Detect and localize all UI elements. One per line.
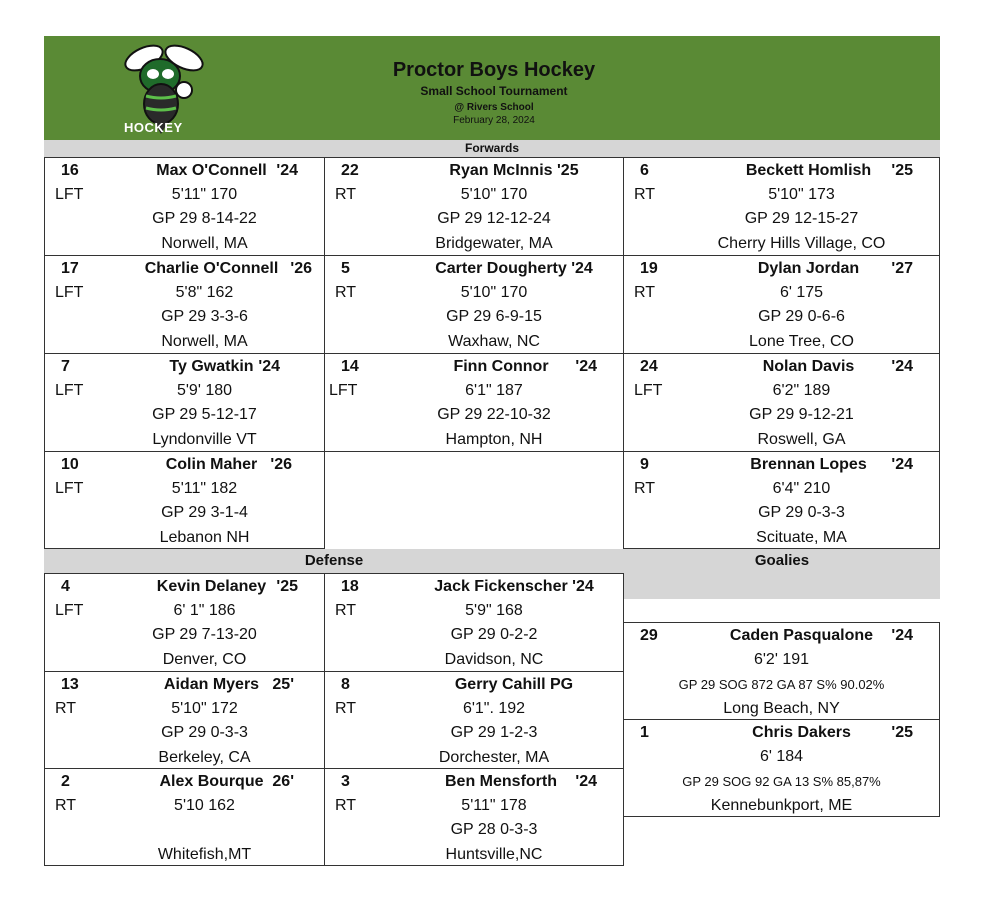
- defense-card: [44, 671, 325, 769]
- hometown: Scituate, MA: [756, 529, 847, 546]
- player-name: Gerry Cahill PG: [454, 676, 574, 693]
- shot-side: LFT: [55, 382, 84, 399]
- defense-card: [44, 573, 325, 672]
- hometown: Norwell, MA: [161, 235, 248, 252]
- height-weight: 5'11" 182: [171, 480, 238, 497]
- season-stats: GP 29 12-15-27: [744, 210, 859, 227]
- player-name: Charlie O'Connell: [144, 260, 279, 277]
- class-year: '25: [891, 162, 913, 179]
- goalie-card: [623, 719, 940, 817]
- season-stats: GP 29 12-12-24: [437, 210, 551, 227]
- height-weight: 5'10" 172: [171, 700, 238, 717]
- event-date: February 28, 2024: [453, 115, 535, 126]
- height-weight: 5'11" 178: [461, 797, 527, 814]
- height-weight: 5'10" 170: [460, 186, 528, 203]
- season-stats: GP 29 0-3-3: [161, 724, 248, 741]
- height-weight: 5'10" 173: [768, 186, 835, 203]
- class-year: '24: [891, 358, 913, 375]
- class-year: '27: [891, 260, 913, 277]
- shot-side: RT: [55, 700, 77, 717]
- height-weight: 5'8" 162: [175, 284, 234, 301]
- jersey-number: 18: [341, 578, 359, 595]
- player-name: Finn Connor: [453, 358, 549, 375]
- shot-side: LFT: [55, 284, 84, 301]
- forward-card: [623, 157, 940, 256]
- forward-card: [324, 157, 624, 256]
- season-stats: GP 29 7-13-20: [152, 626, 257, 643]
- tournament-name: Small School Tournament: [420, 84, 568, 98]
- title-block: [284, 58, 704, 126]
- defense-card: [324, 768, 624, 866]
- season-stats: GP 29 8-14-22: [152, 210, 257, 227]
- goalies-heading: Goalies: [624, 549, 940, 599]
- shot-side: RT: [335, 284, 357, 301]
- player-name: Dylan Jordan: [757, 260, 860, 277]
- jersey-number: 9: [640, 456, 649, 473]
- forward-card: [324, 255, 624, 354]
- player-name: Ryan McInnis '25: [449, 162, 579, 179]
- jersey-number: 8: [341, 676, 350, 693]
- height-weight: 6'1" 187: [465, 382, 523, 399]
- shot-side: RT: [335, 700, 357, 717]
- jersey-number: 22: [341, 162, 359, 179]
- class-year: '24: [258, 358, 280, 375]
- class-year: '24: [891, 627, 913, 644]
- season-stats: GP 29 22-10-32: [437, 406, 551, 423]
- season-stats: GP 29 3-3-6: [161, 308, 248, 325]
- shot-side: RT: [335, 797, 357, 814]
- hometown: Davidson, NC: [444, 651, 544, 668]
- hometown: Long Beach, NY: [723, 700, 840, 717]
- goalie-stats: GP 29 SOG 92 GA 13 S% 85,87%: [682, 774, 881, 789]
- goalie-card: [623, 622, 940, 720]
- shot-side: LFT: [55, 480, 84, 497]
- hometown: Norwell, MA: [161, 333, 248, 350]
- hometown: Bridgewater, MA: [435, 235, 553, 252]
- player-name: Ben Mensforth: [445, 773, 557, 790]
- jersey-number: 17: [61, 260, 79, 277]
- defense-card: [324, 671, 624, 769]
- height-weight: 6' 175: [779, 284, 824, 301]
- class-year: '24: [276, 162, 298, 179]
- shot-side: LFT: [55, 602, 84, 619]
- height-weight: 5'9' 180: [176, 382, 233, 399]
- player-name: Carter Dougherty '24: [435, 260, 593, 277]
- forward-card: [623, 255, 940, 354]
- season-stats: GP 29 3-1-4: [161, 504, 248, 521]
- player-name: Brennan Lopes: [750, 456, 867, 473]
- height-weight: 6'4" 210: [772, 480, 831, 497]
- player-name: Ty Gwatkin: [169, 358, 254, 375]
- forward-card: [44, 157, 325, 256]
- jersey-number: 19: [640, 260, 658, 277]
- class-year: '26: [290, 260, 312, 277]
- player-name: Caden Pasqualone: [729, 627, 874, 644]
- class-year: '24: [575, 358, 597, 375]
- jersey-number: 4: [61, 578, 70, 595]
- jersey-number: 6: [640, 162, 649, 179]
- season-stats: GP 29 0-6-6: [758, 308, 845, 325]
- season-stats: GP 29 5-12-17: [152, 406, 257, 423]
- shot-side: RT: [634, 186, 656, 203]
- shot-side: RT: [634, 284, 656, 301]
- hometown: Dorchester, MA: [438, 749, 550, 766]
- forward-card: [44, 353, 325, 452]
- height-weight: 5'11" 170: [171, 186, 238, 203]
- venue: @ Rivers School: [454, 102, 534, 113]
- forward-card: [324, 353, 624, 452]
- hometown: Cherry Hills Village, CO: [717, 235, 886, 252]
- forward-card: [623, 451, 940, 549]
- hometown: Berkeley, CA: [158, 749, 251, 766]
- logo-text: HOCKEY: [124, 120, 183, 135]
- player-name: Max O'Connell: [156, 162, 267, 179]
- season-stats: GP 29 9-12-21: [749, 406, 854, 423]
- class-year: '24: [891, 456, 913, 473]
- player-name: Aidan Myers: [163, 676, 260, 693]
- class-year: '25: [276, 578, 298, 595]
- shot-side: RT: [55, 797, 77, 814]
- height-weight: 5'10 162: [174, 797, 235, 814]
- page-title: Proctor Boys Hockey: [392, 59, 596, 81]
- shot-side: RT: [335, 602, 357, 619]
- height-weight: 6' 1" 186: [173, 602, 236, 619]
- shot-side: LFT: [329, 382, 358, 399]
- season-stats: GP 29 1-2-3: [450, 724, 538, 741]
- hometown: Lone Tree, CO: [749, 333, 854, 350]
- forward-card: [44, 255, 325, 354]
- height-weight: 6'2' 191: [753, 651, 810, 668]
- hometown: Roswell, GA: [757, 431, 846, 448]
- player-name: Chris Dakers: [752, 724, 851, 741]
- player-name: Nolan Davis: [762, 358, 855, 375]
- height-weight: 6' 184: [759, 748, 804, 765]
- jersey-number: 29: [640, 627, 658, 644]
- defense-card: [44, 768, 325, 866]
- jersey-number: 3: [341, 773, 350, 790]
- player-name: Beckett Homlish: [745, 162, 872, 179]
- header-banner: [44, 36, 940, 140]
- jersey-number: 10: [61, 456, 79, 473]
- season-stats: GP 29 6-9-15: [446, 308, 542, 325]
- jersey-number: 5: [341, 260, 350, 277]
- season-stats: GP 29 0-3-3: [758, 504, 845, 521]
- forward-card: [623, 353, 940, 452]
- forwards-heading: Forwards: [44, 140, 940, 157]
- season-stats: GP 29 0-2-2: [450, 626, 538, 643]
- player-name: Kevin Delaney: [156, 578, 267, 595]
- class-year: '26: [270, 456, 292, 473]
- player-name: Alex Bourque: [159, 773, 264, 790]
- height-weight: 5'10" 170: [460, 284, 528, 301]
- player-name: Jack Fickenscher '24: [434, 578, 594, 595]
- class-year: 26': [272, 773, 294, 790]
- shot-side: RT: [634, 480, 656, 497]
- hometown: Huntsville,NC: [445, 846, 543, 863]
- hometown: Whitefish,MT: [157, 846, 252, 863]
- shot-side: RT: [335, 186, 357, 203]
- height-weight: 6'1". 192: [462, 700, 526, 717]
- class-year: '24: [575, 773, 597, 790]
- hometown: Denver, CO: [162, 651, 247, 668]
- forward-card: [44, 451, 325, 549]
- player-name: Colin Maher: [165, 456, 258, 473]
- jersey-number: 16: [61, 162, 79, 179]
- jersey-number: 13: [61, 676, 79, 693]
- jersey-number: 7: [61, 358, 70, 375]
- jersey-number: 2: [61, 773, 70, 790]
- hometown: Lebanon NH: [159, 529, 250, 546]
- hometown: Waxhaw, NC: [448, 333, 540, 350]
- jersey-number: 1: [640, 724, 649, 741]
- hometown: Lyndonville VT: [152, 431, 257, 448]
- goalie-stats: GP 29 SOG 872 GA 87 S% 90.02%: [678, 677, 885, 692]
- shot-side: LFT: [55, 186, 84, 203]
- defense-heading: Defense: [44, 549, 624, 573]
- class-year: 25': [272, 676, 294, 693]
- hometown: Kennebunkport, ME: [710, 797, 853, 814]
- jersey-number: 24: [640, 358, 658, 375]
- jersey-number: 14: [341, 358, 359, 375]
- hometown: Hampton, NH: [445, 431, 543, 448]
- season-stats: GP 28 0-3-3: [450, 821, 538, 838]
- class-year: '25: [891, 724, 913, 741]
- height-weight: 5'9" 168: [465, 602, 523, 619]
- shot-side: LFT: [634, 382, 663, 399]
- defense-card: [324, 573, 624, 672]
- height-weight: 6'2" 189: [772, 382, 831, 399]
